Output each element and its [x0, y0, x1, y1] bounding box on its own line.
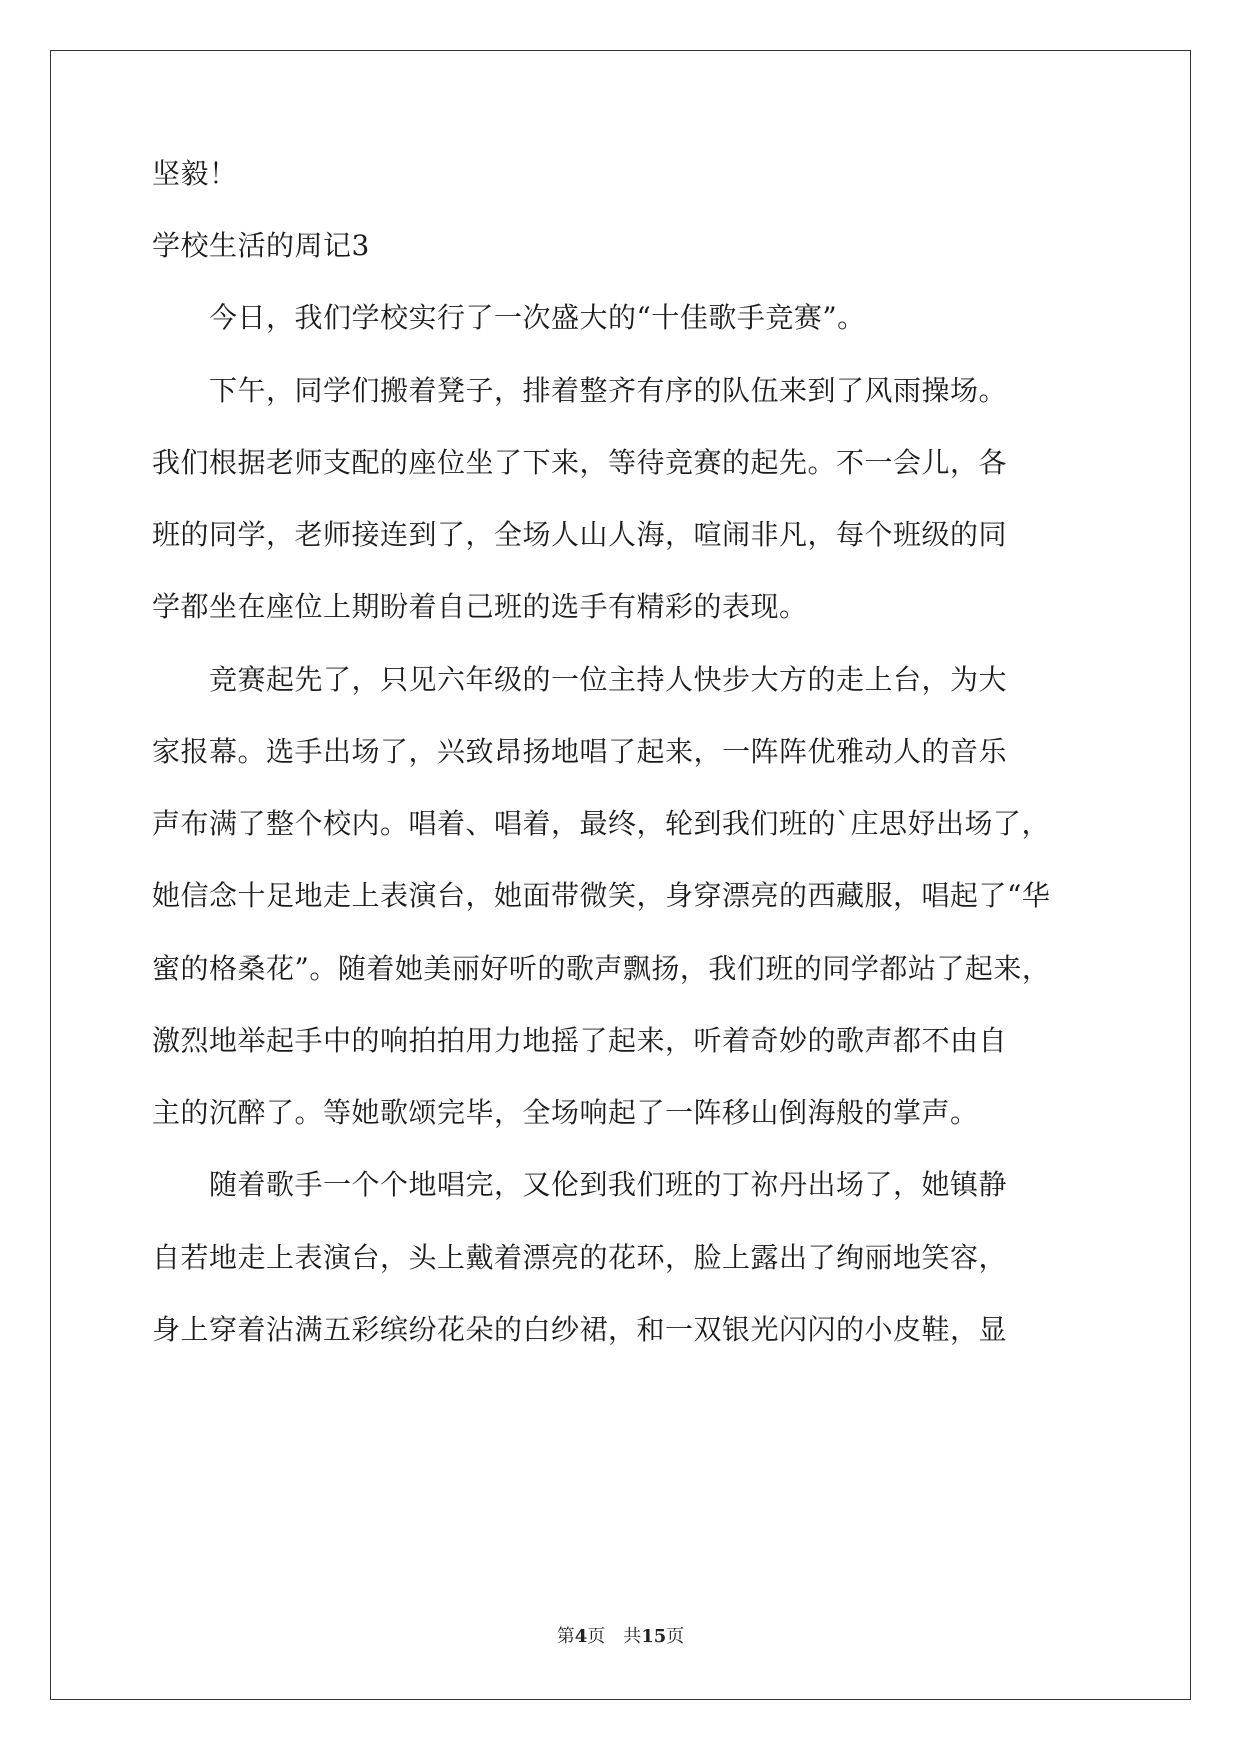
text-line: 激烈地举起手中的响拍拍用力地摇了起来，听着奇妙的歌声都不由自 [152, 1024, 1008, 1057]
text-line: 坚毅！ [152, 157, 238, 190]
page-suffix: 页 [666, 1626, 685, 1647]
text-line: 她信念十足地走上表演台，她面带微笑，身穿漂亮的西藏服，唱起了“华 [152, 879, 1051, 912]
text-line: 身上穿着沾满五彩缤纷花朵的白纱裙，和一双银光闪闪的小皮鞋，显 [152, 1313, 1008, 1346]
text-line: 班的同学，老师接连到了，全场人山人海，喧闹非凡，每个班级的同 [152, 518, 1008, 551]
text-line: 今日，我们学校实行了一次盛大的“十佳歌手竞赛”。 [152, 301, 866, 334]
text-line: 主的沉醉了。等她歌颂完毕，全场响起了一阵移山倒海般的掌声。 [152, 1096, 979, 1129]
text-line: 声布满了整个校内。唱着、唱着，最终，轮到我们班的`庄思妤出场了， [152, 807, 1051, 840]
text-line: 学都坐在座位上期盼着自己班的选手有精彩的表现。 [152, 590, 808, 623]
text-line: 随着歌手一个个地唱完，又伦到我们班的丁祢丹出场了，她镇静 [152, 1168, 1008, 1201]
text-line: 自若地走上表演台，头上戴着漂亮的花环，脸上露出了绚丽地笑容， [152, 1241, 1008, 1274]
text-line: 竞赛起先了，只见六年级的一位主持人快步大方的走上台，为大 [152, 663, 1008, 696]
total-page-number: 15 [641, 1626, 667, 1647]
section-heading: 学校生活的周记3 [152, 229, 370, 262]
page-border [50, 50, 1191, 1700]
text-line: 蜜的格桑花”。随着她美丽好听的歌声飘扬，我们班的同学都站了起来， [152, 952, 1051, 985]
page-prefix: 第 [556, 1626, 575, 1647]
text-line: 我们根据老师支配的座位坐了下来，等待竞赛的起先。不一会儿，各 [152, 446, 1008, 479]
text-line: 下午，同学们搬着凳子，排着整齐有序的队伍来到了风雨操场。 [152, 374, 1008, 407]
page-mid-text: 页 共 [587, 1626, 642, 1647]
current-page-number: 4 [574, 1626, 588, 1647]
page-number-footer [0, 1627, 1241, 1647]
text-line: 家报幕。选手出场了，兴致昂扬地唱了起来，一阵阵优雅动人的音乐 [152, 735, 1008, 768]
